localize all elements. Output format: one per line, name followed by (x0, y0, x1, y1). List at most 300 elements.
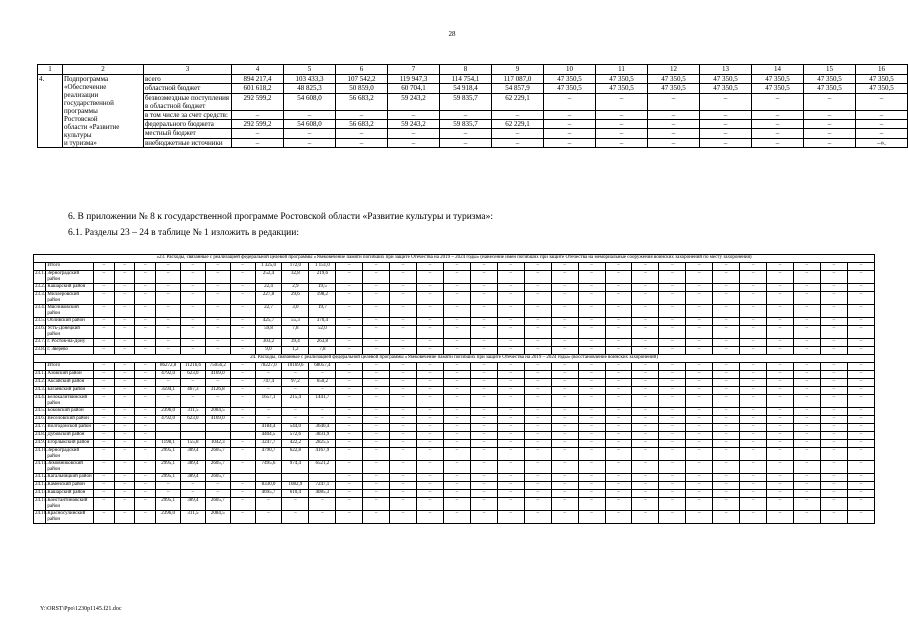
value-cell: – (336, 138, 388, 147)
value-cell: – (713, 379, 740, 387)
value-cell: – (740, 292, 767, 305)
value-cell: – (632, 461, 659, 474)
value-cell: – (524, 318, 551, 326)
value-cell: – (336, 498, 363, 511)
value-cell: – (804, 93, 856, 110)
value-cell: 219,6 (309, 271, 336, 284)
table-row (34, 363, 875, 371)
value-cell: – (578, 271, 605, 284)
value-cell: – (820, 511, 847, 524)
value-cell: 7,8 (282, 326, 309, 339)
value-cell: – (578, 263, 605, 271)
value-cell: – (820, 395, 847, 408)
value-cell: – (443, 371, 470, 379)
value-cell: – (686, 416, 713, 424)
value-cell: – (767, 408, 794, 416)
value-cell: – (205, 379, 230, 387)
value-cell: – (156, 318, 181, 326)
value-cell: 544,0 (282, 424, 309, 432)
row-index: 24.3. (34, 387, 46, 395)
value-cell: – (363, 326, 390, 339)
value-cell: – (417, 284, 444, 292)
table-row (34, 395, 875, 408)
value-cell: – (820, 363, 847, 371)
value-cell: – (94, 318, 115, 326)
value-cell: – (713, 408, 740, 416)
value-cell: – (135, 440, 156, 448)
value-cell: – (524, 461, 551, 474)
value-cell: – (230, 416, 255, 424)
value-cell: – (135, 263, 156, 271)
value-cell: – (686, 408, 713, 416)
value-cell: – (443, 347, 470, 355)
value-cell: – (336, 432, 363, 440)
row-index (34, 363, 46, 371)
value-cell: – (232, 138, 284, 147)
value-cell: – (443, 474, 470, 482)
value-cell: – (156, 482, 181, 490)
value-cell: – (659, 424, 686, 432)
value-cell: 7495,6 (255, 461, 282, 474)
value-cell: 2605,7 (205, 498, 230, 511)
value-cell: – (230, 305, 255, 318)
value-cell: – (847, 511, 874, 524)
value-cell: 2084,5 (205, 511, 230, 524)
row-index: 24.9. (34, 440, 46, 448)
value-cell: – (524, 339, 551, 347)
value-cell: 1082,9 (282, 482, 309, 490)
value-cell: 117 087,0 (492, 75, 544, 84)
value-cell: – (767, 461, 794, 474)
value-cell: – (632, 263, 659, 271)
table-row (34, 408, 875, 416)
value-cell: – (114, 395, 135, 408)
value-cell: – (551, 339, 578, 347)
value-cell: – (767, 432, 794, 440)
value-cell (205, 432, 230, 440)
value-cell: – (793, 416, 820, 424)
value-cell: – (820, 432, 847, 440)
value-cell: – (713, 461, 740, 474)
value-cell: – (659, 305, 686, 318)
section-caption: «23. Расходы, связанные с реализацией федеральной целевой программы «Увековечение памяти погибших при защите Отечества на 2019 – 2024 годы» (нанесение имен погибших при защите Отечества на мемориальные сооружения воинских захоронений по месту захоронения) (34, 255, 875, 263)
value-cell: – (740, 263, 767, 271)
upper-table (37, 64, 908, 148)
value-cell: – (363, 416, 390, 424)
value-cell: – (94, 292, 115, 305)
value-cell: – (255, 498, 282, 511)
value-cell: 47 350,5 (700, 75, 752, 84)
value-cell: – (659, 474, 686, 482)
value-cell: 86272,8 (156, 363, 181, 371)
value-cell: – (700, 93, 752, 110)
value-cell: – (390, 482, 417, 490)
value-cell: – (578, 474, 605, 482)
value-cell: – (230, 490, 255, 498)
value-cell: – (336, 461, 363, 474)
value-cell: 4792,0 (156, 371, 181, 379)
value-cell: – (804, 110, 856, 119)
value-cell: – (740, 363, 767, 371)
value-cell: – (497, 408, 524, 416)
district-name: Кашарский район (46, 284, 94, 292)
value-cell: – (820, 271, 847, 284)
value-cell: – (336, 416, 363, 424)
value-cell: – (659, 284, 686, 292)
value-cell: – (820, 474, 847, 482)
value-cell: – (632, 482, 659, 490)
value-cell: – (390, 292, 417, 305)
value-cell: – (551, 318, 578, 326)
value-cell: 54 608,0 (284, 120, 336, 129)
value-cell: – (524, 440, 551, 448)
value-cell: – (114, 347, 135, 355)
value-cell: 3831,9 (309, 432, 336, 440)
value-cell: 2995,1 (156, 474, 181, 482)
table-row (34, 379, 875, 387)
value-cell: – (417, 448, 444, 461)
value-cell: – (820, 292, 847, 305)
value-cell: – (524, 408, 551, 416)
table-row (34, 448, 875, 461)
value-cell: – (524, 292, 551, 305)
district-name: Аксайский район (46, 379, 94, 387)
value-cell: – (793, 284, 820, 292)
value-cell: – (713, 490, 740, 498)
value-cell: – (820, 416, 847, 424)
value-cell: – (114, 498, 135, 511)
value-cell: – (524, 387, 551, 395)
row-index: 24.4. (34, 395, 46, 408)
value-cell: – (443, 271, 470, 284)
value-cell: – (470, 339, 497, 347)
value-cell: – (230, 363, 255, 371)
value-cell: – (181, 284, 206, 292)
value-cell: – (440, 129, 492, 138)
value-cell: – (497, 448, 524, 461)
value-cell: – (94, 482, 115, 490)
value-cell: – (524, 474, 551, 482)
value-cell: – (686, 363, 713, 371)
value-cell: 47 350,5 (596, 75, 648, 84)
value-cell: 2084,5 (205, 408, 230, 416)
value-cell: 54 857,9 (492, 84, 544, 93)
value-cell: – (440, 110, 492, 119)
paragraph-6: 6. В приложении № 8 к государственной программе Ростовской области «Развитие культуры и туризма»: (68, 212, 493, 222)
value-cell: – (578, 482, 605, 490)
table-row (34, 347, 875, 355)
value-cell: – (443, 395, 470, 408)
value-cell: – (659, 271, 686, 284)
value-cell: – (605, 387, 632, 395)
value-cell: 54 918,4 (440, 84, 492, 93)
value-cell: 2995,1 (156, 461, 181, 474)
value-cell: – (497, 416, 524, 424)
value-cell: – (470, 490, 497, 498)
value-cell: – (443, 490, 470, 498)
value-cell: – (135, 292, 156, 305)
value-cell: – (135, 271, 156, 284)
value-cell: – (551, 263, 578, 271)
value-cell: – (578, 284, 605, 292)
value-cell: – (632, 490, 659, 498)
value-cell: – (820, 339, 847, 347)
value-cell: – (114, 305, 135, 318)
value-cell: 59 835,7 (440, 93, 492, 110)
page-number: 28 (448, 30, 456, 38)
funding-source-label: местный бюджет (144, 129, 232, 138)
value-cell: – (282, 371, 309, 379)
value-cell: – (443, 440, 470, 448)
value-cell: – (632, 448, 659, 461)
value-cell: – (632, 318, 659, 326)
value-cell: – (648, 120, 700, 129)
value-cell: – (309, 387, 336, 395)
value-cell: – (648, 129, 700, 138)
value-cell: – (230, 395, 255, 408)
column-number: 7 (388, 65, 440, 75)
value-cell: – (551, 271, 578, 284)
value-cell: – (524, 326, 551, 339)
table-row (34, 490, 875, 498)
value-cell: 389,4 (181, 498, 206, 511)
value-cell: – (847, 490, 874, 498)
value-cell: – (181, 326, 206, 339)
value-cell: – (551, 424, 578, 432)
value-cell: – (114, 318, 135, 326)
value-cell: – (659, 379, 686, 387)
value-cell: – (363, 424, 390, 432)
value-cell: – (470, 347, 497, 355)
value-cell: – (390, 318, 417, 326)
value-cell: – (820, 318, 847, 326)
value-cell: – (135, 395, 156, 408)
value-cell: – (470, 416, 497, 424)
value-cell: – (94, 511, 115, 524)
district-name: Азовский район (46, 371, 94, 379)
value-cell: – (767, 474, 794, 482)
value-cell (205, 424, 230, 432)
value-cell: – (847, 498, 874, 511)
value-cell: – (632, 379, 659, 387)
value-cell: – (114, 263, 135, 271)
value-cell: – (470, 474, 497, 482)
value-cell: 59 243,2 (388, 120, 440, 129)
value-cell: – (793, 482, 820, 490)
value-cell: 32,8 (282, 271, 309, 284)
value-cell: – (282, 498, 309, 511)
value-cell: – (135, 424, 156, 432)
value-cell: – (686, 371, 713, 379)
value-cell: – (713, 424, 740, 432)
value-cell: – (156, 284, 181, 292)
value-cell: – (135, 408, 156, 416)
value-cell: – (390, 387, 417, 395)
table-row (34, 440, 875, 448)
table-row (38, 120, 908, 129)
value-cell: – (605, 263, 632, 271)
value-cell: – (793, 474, 820, 482)
value-cell: – (156, 347, 181, 355)
value-cell: – (793, 387, 820, 395)
value-cell: – (94, 432, 115, 440)
value-cell: – (94, 263, 115, 271)
value-cell: – (230, 263, 255, 271)
value-cell: 107 542,2 (336, 75, 388, 84)
value-cell: – (767, 318, 794, 326)
row-index: 24.10. (34, 448, 46, 461)
value-cell: – (135, 347, 156, 355)
value-cell: – (417, 416, 444, 424)
value-cell: – (524, 395, 551, 408)
value-cell: – (135, 371, 156, 379)
value-cell: – (632, 474, 659, 482)
value-cell: – (363, 263, 390, 271)
value-cell: – (470, 498, 497, 511)
value-cell: – (230, 347, 255, 355)
value-cell: – (713, 448, 740, 461)
value-cell: – (659, 440, 686, 448)
value-cell: – (605, 284, 632, 292)
table-row (38, 138, 908, 147)
value-cell: 4695,7 (255, 490, 282, 498)
value-cell: – (390, 448, 417, 461)
value-cell: 425,7 (255, 318, 282, 326)
value-cell: – (114, 363, 135, 371)
row-index: 24.8. (34, 432, 46, 440)
value-cell: 4085,3 (309, 490, 336, 498)
value-cell: – (181, 347, 206, 355)
value-cell: – (497, 461, 524, 474)
value-cell: – (336, 305, 363, 318)
value-cell: 22,4 (255, 284, 282, 292)
value-cell: – (551, 474, 578, 482)
value-cell: – (94, 379, 115, 387)
value-cell: 172,0 (282, 263, 309, 271)
value-cell (230, 474, 255, 482)
value-cell: – (713, 271, 740, 284)
value-cell: 215,4 (282, 395, 309, 408)
value-cell: – (856, 129, 908, 138)
value-cell: – (847, 432, 874, 440)
value-cell: 47 350,5 (804, 84, 856, 93)
value-cell: – (686, 448, 713, 461)
value-cell: – (605, 490, 632, 498)
value-cell: – (470, 305, 497, 318)
value-cell: – (686, 395, 713, 408)
value-cell: 75056,2 (205, 363, 230, 371)
value-cell: – (632, 326, 659, 339)
column-number: 14 (752, 65, 804, 75)
value-cell: 114 754,1 (440, 75, 492, 84)
value-cell: 59 835,7 (440, 120, 492, 129)
value-cell: 227,8 (255, 292, 282, 305)
row-index: 24.5. (34, 408, 46, 416)
value-cell (309, 474, 336, 482)
value-cell: – (713, 292, 740, 305)
value-cell: – (443, 379, 470, 387)
table-row (38, 84, 908, 93)
value-cell: – (740, 347, 767, 355)
value-cell: – (713, 482, 740, 490)
row-index: 23.7. (34, 339, 46, 347)
value-cell: – (497, 318, 524, 326)
value-cell: – (417, 440, 444, 448)
program-name-line: культуры (64, 131, 92, 139)
district-name: Зерноградский район (46, 448, 94, 461)
value-cell: – (205, 395, 230, 408)
value-cell: – (497, 371, 524, 379)
value-cell: –». (856, 138, 908, 147)
column-number: 2 (63, 65, 144, 75)
value-cell: – (255, 511, 282, 524)
value-cell: 1042,3 (205, 440, 230, 448)
column-number: 1 (38, 65, 63, 75)
value-cell: – (847, 363, 874, 371)
funding-source-label: безвозмездные поступления в областной бюджет (144, 93, 232, 110)
value-cell: – (578, 326, 605, 339)
table-row (34, 284, 875, 292)
row-index: 24.7. (34, 424, 46, 432)
value-cell: – (596, 129, 648, 138)
value-cell: – (135, 461, 156, 474)
value-cell: – (544, 93, 596, 110)
value-cell: 47 350,5 (700, 84, 752, 93)
value-cell: – (551, 292, 578, 305)
value-cell: 103 433,3 (284, 75, 336, 84)
value-cell: – (847, 416, 874, 424)
value-cell: – (767, 339, 794, 347)
value-cell: – (135, 511, 156, 524)
value-cell: – (686, 326, 713, 339)
value-cell: – (524, 432, 551, 440)
value-cell: – (740, 387, 767, 395)
value-cell: – (740, 440, 767, 448)
value-cell: 56 683,2 (336, 120, 388, 129)
value-cell: – (659, 347, 686, 355)
value-cell: 601 618,2 (232, 84, 284, 93)
table-row (34, 326, 875, 339)
value-cell: – (793, 448, 820, 461)
district-name: Усть-Донецкий район (46, 326, 94, 339)
value-cell: 56 683,2 (336, 93, 388, 110)
lower-table (33, 254, 875, 524)
value-cell: – (820, 263, 847, 271)
district-name: Зерноградский район (46, 271, 94, 284)
table-row (38, 75, 908, 84)
value-cell: 623,0 (181, 371, 206, 379)
value-cell: – (114, 416, 135, 424)
value-cell: – (135, 387, 156, 395)
value-cell: – (793, 318, 820, 326)
value-cell: – (94, 448, 115, 461)
value-cell: – (497, 271, 524, 284)
value-cell: – (632, 284, 659, 292)
value-cell: – (94, 498, 115, 511)
value-cell: – (470, 292, 497, 305)
district-name: Каменский район (46, 482, 94, 490)
value-cell: – (309, 511, 336, 524)
value-cell: – (847, 371, 874, 379)
value-cell: – (205, 347, 230, 355)
value-cell: – (804, 129, 856, 138)
value-cell: – (686, 318, 713, 326)
section-caption-row (34, 355, 875, 363)
value-cell: – (544, 138, 596, 147)
value-cell: – (524, 347, 551, 355)
value-cell: – (713, 511, 740, 524)
value-cell: 48 825,3 (284, 84, 336, 93)
